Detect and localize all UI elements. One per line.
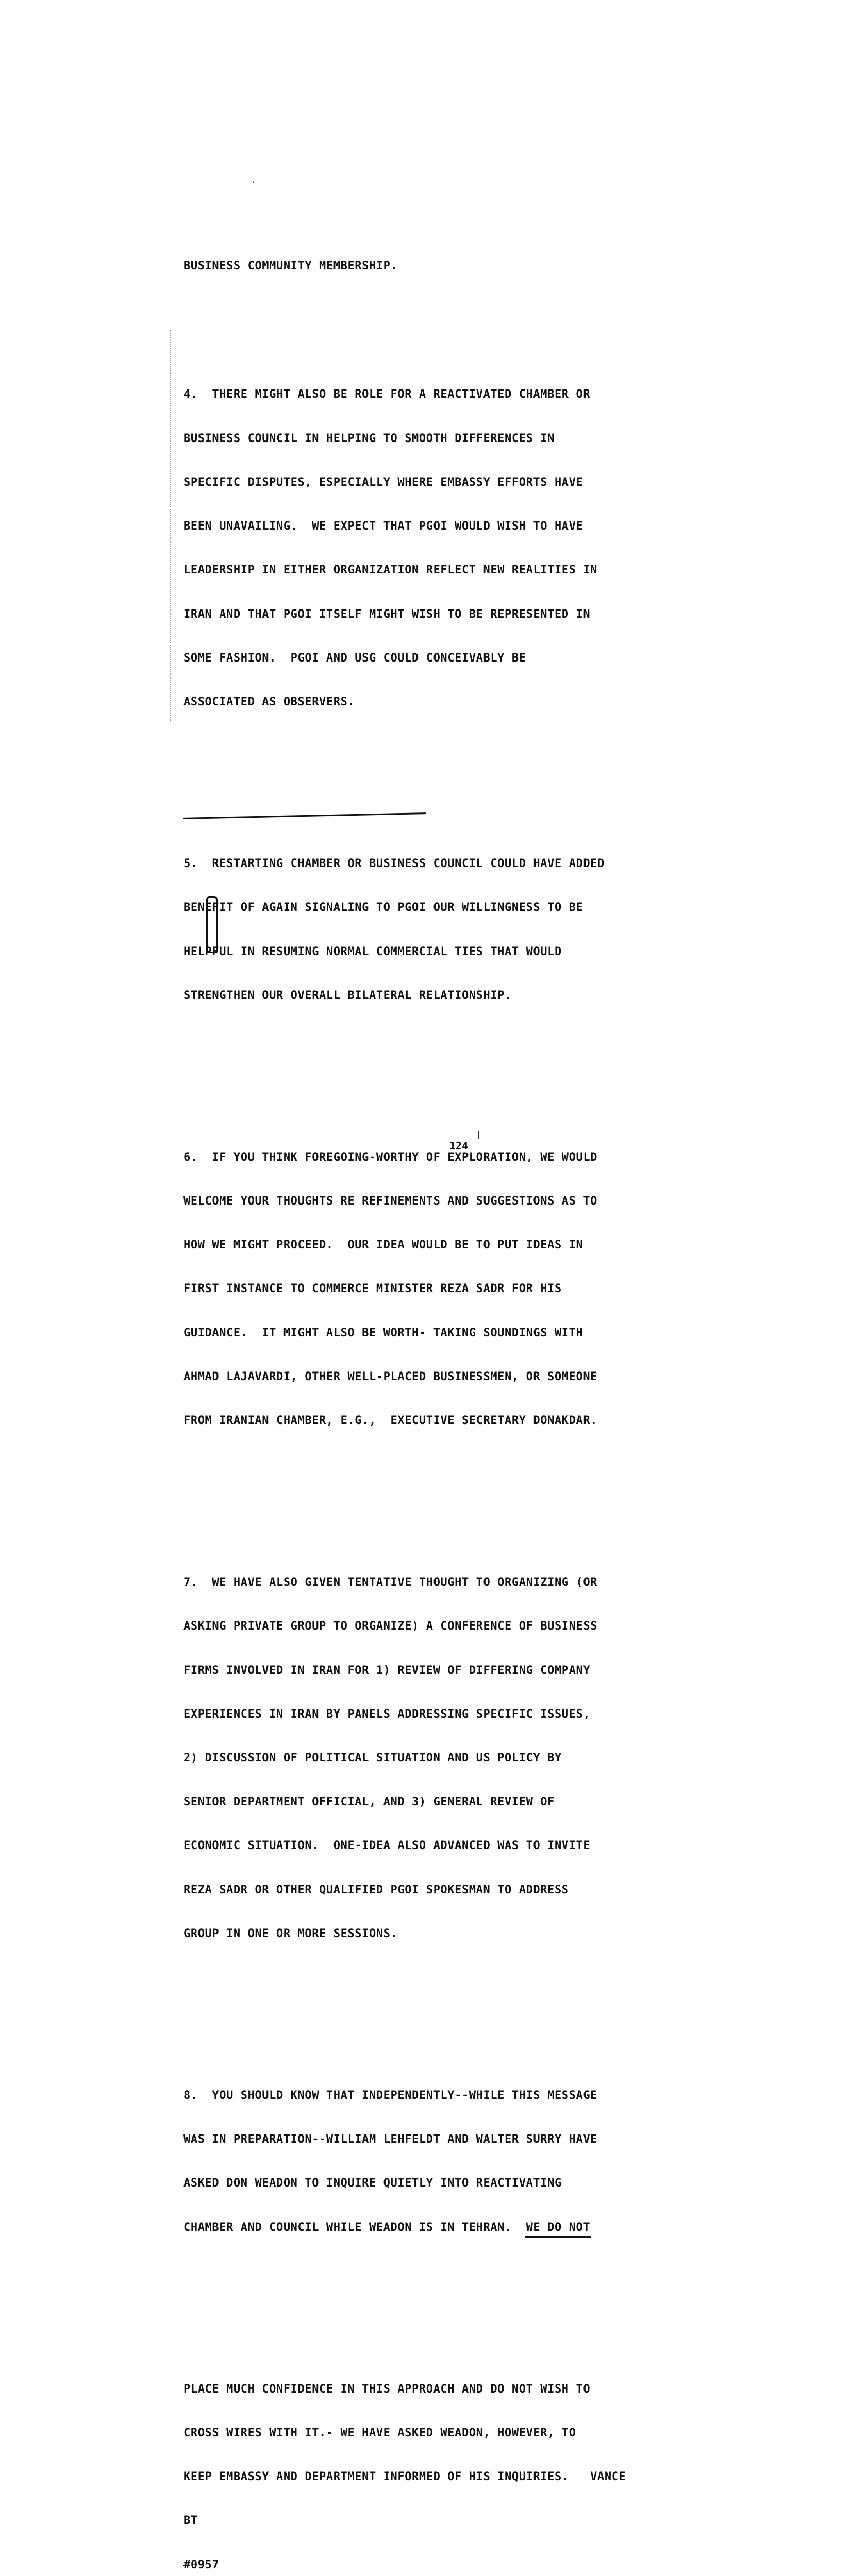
document-body	[183, 215, 720, 2576]
message-number: #0957	[183, 2558, 220, 2571]
paragraph-line: SPECIFIC DISPUTES, ESPECIALLY WHERE EMBASSY EFFORTS HAVE	[183, 476, 583, 489]
paragraph-line: ASKED DON WEADON TO INQUIRE QUIETLY INTO REACTIVATING	[183, 2177, 562, 2190]
paragraph-line: WAS IN PREPARATION--WILLIAM LEHFELDT AND WALTER SURRY HAVE	[183, 2133, 598, 2146]
paragraph-line: GROUP IN ONE OR MORE SESSIONS.	[183, 1927, 398, 1940]
paragraph-line: 5. RESTARTING CHAMBER OR BUSINESS COUNCIL COULD HAVE ADDED	[183, 857, 605, 871]
paragraph-line: AHMAD LAJAVARDI, OTHER WELL-PLACED BUSINESSMEN, OR SOMEONE	[183, 1370, 598, 1383]
page-number-tick	[478, 1131, 479, 1139]
paragraph-line: HOW WE MIGHT PROCEED. OUR IDEA WOULD BE TO PUT IDEAS IN	[183, 1239, 583, 1252]
paragraph-line: BUSINESS COUNCIL IN HELPING TO SMOOTH DIFFERENCES IN	[183, 432, 555, 445]
paragraph-line	[183, 2221, 720, 2235]
paragraph-line: EXPERIENCES IN IRAN BY PANELS ADDRESSING SPECIFIC ISSUES,	[183, 1707, 591, 1721]
page-number: 124	[449, 1140, 469, 1152]
paragraph-line: HELPFUL IN RESUMING NORMAL COMMERCIAL TIES THAT WOULD	[183, 945, 562, 958]
paragraph-8	[183, 2059, 720, 2264]
paragraph-line: 7. WE HAVE ALSO GIVEN TENTATIVE THOUGHT TO ORGANIZING (OR	[183, 1576, 598, 1589]
paragraph-line: 4. THERE MIGHT ALSO BE ROLE FOR A REACTIVATED CHAMBER OR	[183, 388, 591, 401]
paragraph-6	[183, 1121, 720, 1458]
paragraph-closing	[183, 2353, 720, 2576]
paragraph-line: 6. IF YOU THINK FOREGOING-WORTHY OF EXPLORATION, WE WOULD	[183, 1150, 598, 1164]
paragraph-line: PLACE MUCH CONFIDENCE IN THIS APPROACH AND DO NOT WISH TO	[183, 2382, 591, 2396]
paragraph-line: STRENGTHEN OUR OVERALL BILATERAL RELATIONSHIP.	[183, 989, 512, 1002]
paragraph-line: SOME FASHION. PGOI AND USG COULD CONCEIVABLY BE	[183, 651, 526, 665]
paragraph-line: FIRMS INVOLVED IN IRAN FOR 1) REVIEW OF DIFFERING COMPANY	[183, 1664, 591, 1677]
paragraph-line-text: CHAMBER AND COUNCIL WHILE WEADON IS IN TEHRAN.	[183, 2221, 512, 2234]
paragraph-line: SENIOR DEPARTMENT OFFICIAL, AND 3) GENERAL REVIEW OF	[183, 1795, 555, 1809]
paragraph-5	[183, 827, 720, 1032]
paragraph-line: FROM IRANIAN CHAMBER, E.G., EXECUTIVE SECRETARY DONAKDAR.	[183, 1414, 598, 1428]
underlined-phrase: WE DO NOT	[526, 2221, 591, 2235]
margin-marks	[170, 330, 178, 721]
paragraph-line: ASSOCIATED AS OBSERVERS.	[183, 696, 355, 708]
routing-line: BT	[183, 2514, 198, 2528]
paragraph-line: GUIDANCE. IT MIGHT ALSO BE WORTH- TAKING SOUNDINGS WITH	[183, 1326, 583, 1340]
paragraph-line: 2) DISCUSSION OF POLITICAL SITUATION AND US POLICY BY	[183, 1752, 562, 1765]
paragraph-line: ASKING PRIVATE GROUP TO ORGANIZE) A CONFERENCE OF BUSINESS	[183, 1620, 598, 1633]
struck-line: CROSS WIRES WITH IT.- WE HAVE ASKED WEADON, HOWEVER, TO	[183, 2426, 576, 2439]
paragraph-4	[183, 359, 720, 739]
paragraph-line: REZA SADR OR OTHER QUALIFIED PGOI SPOKESMAN TO ADDRESS	[183, 1883, 569, 1896]
paragraph-line: BEEN UNAVAILING. WE EXPECT THAT PGOI WOULD WISH TO HAVE	[183, 520, 583, 533]
paragraph-line: LEADERSHIP IN EITHER ORGANIZATION REFLECT NEW REALITIES IN	[183, 564, 598, 577]
paragraph-7	[183, 1546, 720, 1971]
paragraph-line: FIRST INSTANCE TO COMMERCE MINISTER REZA SADR FOR HIS	[183, 1282, 562, 1296]
paragraph-line: ECONOMIC SITUATION. ONE-IDEA ALSO ADVANCED WAS TO INVITE	[183, 1839, 591, 1853]
paragraph-line: BENEFIT OF AGAIN SIGNALING TO PGOI OUR WILLINGNESS TO BE	[183, 901, 583, 914]
stray-dot	[253, 181, 254, 183]
paragraph-line: 8. YOU SHOULD KNOW THAT INDEPENDENTLY--WHILE THIS MESSAGE	[183, 2089, 598, 2102]
header-line: BUSINESS COMMUNITY MEMBERSHIP.	[183, 260, 398, 273]
paragraph-line: IRAN AND THAT PGOI ITSELF MIGHT WISH TO BE REPRESENTED IN	[183, 607, 591, 621]
bracket-mark-icon	[206, 896, 218, 953]
paragraph-line: WELCOME YOUR THOUGHTS RE REFINEMENTS AND SUGGESTIONS AS TO	[183, 1195, 598, 1208]
paragraph-line: KEEP EMBASSY AND DEPARTMENT INFORMED OF HIS INQUIRIES. VANCE	[183, 2470, 626, 2484]
